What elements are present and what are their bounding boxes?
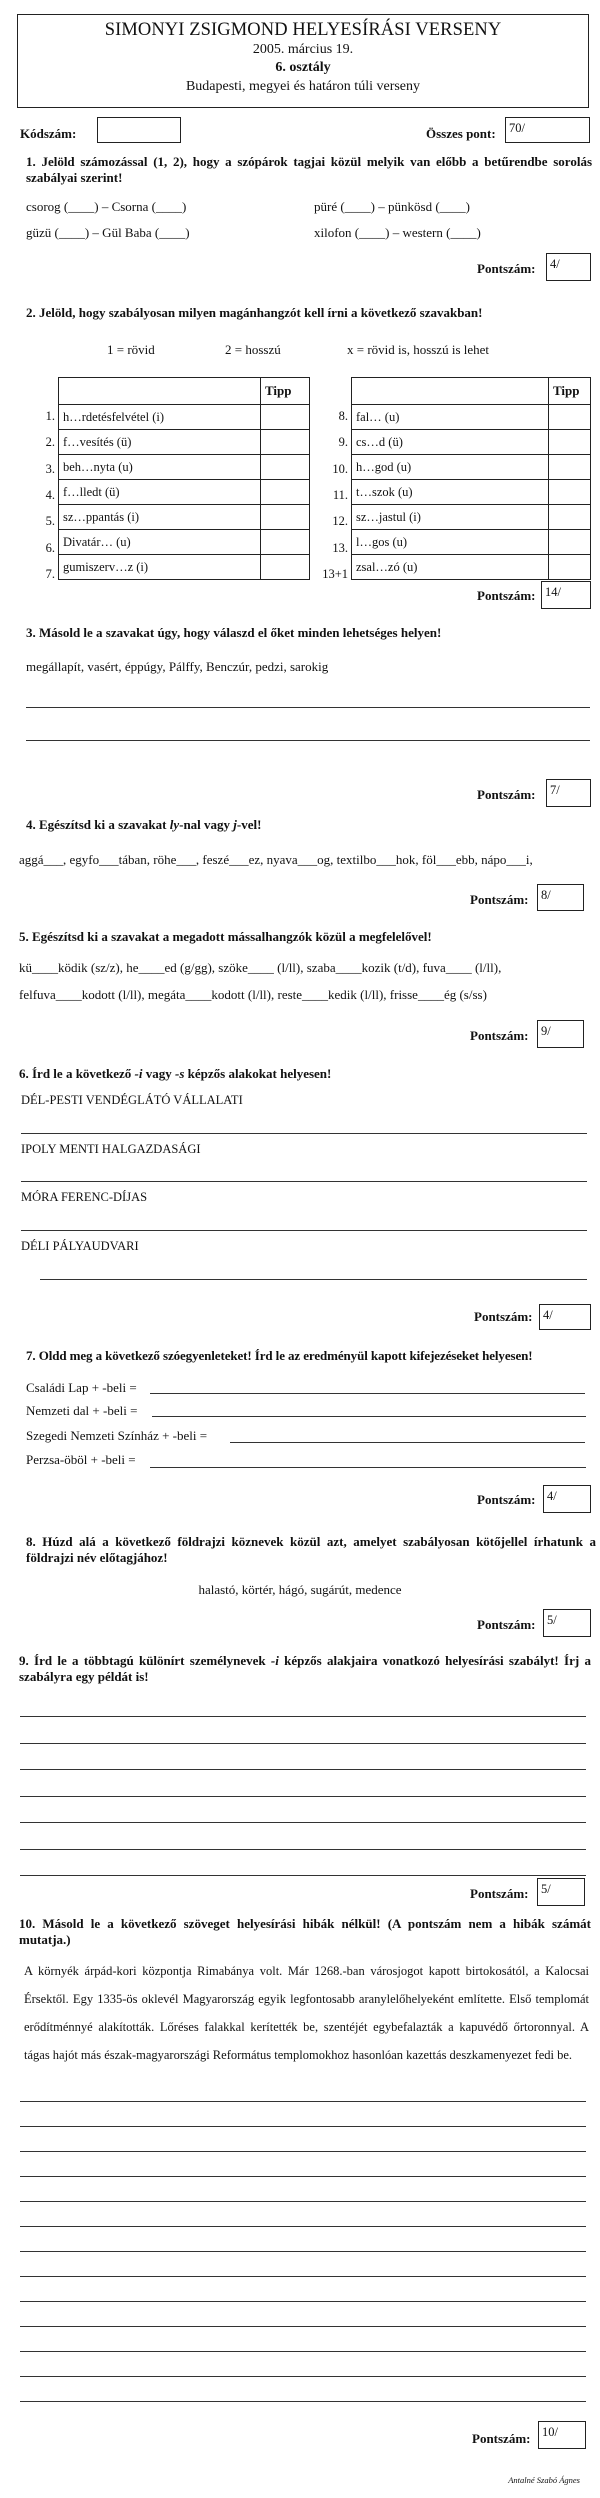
q2-score-label: Pontszám: (477, 588, 536, 603)
q3-answer-line-2[interactable] (26, 740, 590, 741)
q2-left-row (59, 555, 310, 580)
q5-score-field[interactable]: 9/ (537, 1020, 584, 1048)
total-score-field[interactable]: 70/ (505, 117, 590, 143)
q1-pair-4[interactable]: xilofon (____) – western (____) (314, 225, 481, 240)
competition-title: SIMONYI ZSIGMOND HELYESÍRÁSI VERSENY (104, 20, 502, 40)
q9-answer-line[interactable] (20, 1743, 586, 1744)
q2-left-header-tipp: Tipp (261, 378, 310, 405)
q2-right-word: zsal…zó (u) (352, 555, 549, 580)
q10-answer-line[interactable] (20, 2351, 586, 2352)
q2-left-tipp-cell[interactable] (261, 405, 310, 430)
author-signature: Antalné Szabó Ágnes (508, 2475, 580, 2485)
q2-right-word: fal… (u) (352, 405, 549, 430)
q2-right-tipp-cell[interactable] (549, 430, 591, 455)
q2-right-row-number: 10. (332, 461, 348, 476)
q2-legend-either: x = rövid is, hosszú is lehet (347, 342, 490, 357)
competition-subtitle: Budapesti, megyei és határon túli verseny (185, 79, 421, 94)
q2-left-row (59, 480, 310, 505)
q8-score-label: Pontszám: (477, 1617, 536, 1632)
q2-left-tipp-cell[interactable] (261, 555, 310, 580)
q10-answer-line[interactable] (20, 2276, 586, 2277)
q10-score-field[interactable]: 10/ (538, 2421, 586, 2449)
q10-answer-line[interactable] (20, 2176, 586, 2177)
code-field[interactable] (97, 117, 181, 143)
q10-answer-line[interactable] (20, 2101, 586, 2102)
q2-right-tipp-cell[interactable] (549, 480, 591, 505)
q9-text-pre: 9. Írd le a többtagú különírt személynevek (19, 1653, 271, 1668)
q2-left-word: f…lledt (ü) (59, 480, 261, 505)
q2-right-tipp-cell[interactable] (549, 530, 591, 555)
q2-right-row (352, 405, 591, 430)
q7-score-field[interactable]: 4/ (543, 1485, 591, 1513)
q9-score-label: Pontszám: (470, 1886, 529, 1901)
q2-right-tipp-cell[interactable] (549, 455, 591, 480)
q5-score-label: Pontszám: (470, 1028, 529, 1043)
q10-instruction: 10. Másold le a következő szöveget helyesírási hibák nélkül! (A pontszám nem a hibák számát mutatja.) (19, 1916, 591, 1947)
q2-left-word: sz…ppantás (i) (59, 505, 261, 530)
q2-left-row-number: 4. (45, 487, 55, 502)
q2-right-word: l…gos (u) (352, 530, 549, 555)
q2-left-row-number: 7. (45, 566, 55, 581)
q7-item-2: Nemzeti dal + -beli = (26, 1403, 138, 1418)
q2-left-row-number: 6. (45, 540, 55, 555)
q10-answer-line[interactable] (20, 2401, 586, 2402)
q2-right-row-number: 8. (338, 409, 348, 423)
q2-left-tipp-cell[interactable] (261, 505, 310, 530)
q4-text-ly: ly (169, 817, 180, 832)
q8-words[interactable]: halastó, körtér, hágó, sugárút, medence (198, 1582, 402, 1597)
q5-instruction: 5. Egészítsd ki a szavakat a megadott mássalhangzók közül a megfelelővel! (19, 929, 432, 944)
q2-left-row-number: 2. (45, 435, 55, 450)
q4-text-post: -vel! (236, 817, 262, 832)
q2-right-word: cs…d (ü) (352, 430, 549, 455)
q2-table-left (58, 377, 310, 580)
q3-score-label: Pontszám: (477, 787, 536, 802)
q2-legend-long: 2 = hosszú (225, 342, 281, 357)
q2-right-row-number: 13+1 (322, 566, 348, 581)
q6-text-mid: vagy (142, 1066, 175, 1081)
q2-left-row-number: 1. (45, 409, 55, 423)
q7-answer-line-2[interactable] (152, 1416, 586, 1417)
q9-answer-line[interactable] (20, 1849, 586, 1850)
q1-pair-3[interactable]: güzü (____) – Gül Baba (____) (26, 225, 190, 240)
q2-left-row (59, 430, 310, 455)
q9-text-post: képzős alakjaira vonatkozó helyesírási szabályt! Írj a szabályra egy példát is! (19, 1653, 591, 1684)
q10-answer-line[interactable] (20, 2301, 586, 2302)
q9-instruction (19, 1653, 591, 1685)
q2-left-row-number: 5. (45, 514, 55, 529)
q10-answer-line[interactable] (20, 2251, 586, 2252)
q1-pair-2[interactable]: püré (____) – pünkösd (____) (314, 199, 470, 214)
q2-right-word: sz…jastul (i) (352, 505, 549, 530)
q2-left-row (59, 455, 310, 480)
q2-table-right (351, 377, 591, 580)
q6-text-post: képzős alakokat helyesen! (184, 1066, 332, 1081)
q5-words-line-2[interactable]: felfuva____kodott (l/ll), megáta____kodott (l/ll), reste____kedik (l/ll), frisse____ég (s/ss) (19, 987, 487, 1002)
q2-left-word: Divatár… (u) (59, 530, 261, 555)
q3-instruction: 3. Másold le a szavakat úgy, hogy válaszd el őket minden lehetséges helyen! (26, 625, 442, 640)
q4-score-field[interactable]: 8/ (537, 884, 584, 911)
q2-right-header-tipp: Tipp (549, 378, 591, 405)
q2-left-tipp-cell[interactable] (261, 530, 310, 555)
q10-answer-line[interactable] (20, 2226, 586, 2227)
q2-left-row (59, 530, 310, 555)
q7-item-1: Családi Lap + -beli = (26, 1380, 137, 1395)
q6-text-pre: 6. Írd le a következő (19, 1066, 135, 1081)
q2-instruction: 2. Jelöld, hogy szabályosan milyen magánhangzót kell írni a következő szavakban! (26, 305, 483, 320)
q9-answer-line[interactable] (20, 1822, 586, 1823)
total-score-label: Összes pont: (426, 126, 496, 141)
q2-left-word: f…vesítés (ü) (59, 430, 261, 455)
q2-left-tipp-cell[interactable] (261, 480, 310, 505)
q2-right-tipp-cell[interactable] (549, 405, 591, 430)
header-box (17, 14, 589, 108)
q3-answer-line-1[interactable] (26, 707, 590, 708)
q10-answer-line[interactable] (20, 2151, 586, 2152)
q2-right-row (352, 555, 591, 580)
q10-answer-line[interactable] (20, 2126, 586, 2127)
q6-instruction (19, 1066, 585, 1082)
q5-words-line-1[interactable]: kü____ködik (sz/z), he____ed (g/gg), szöke____ (l/ll), szaba____kozik (t/d), fuva____ (l/ll), (19, 960, 502, 975)
q7-instruction: 7. Oldd meg a következő szóegyenleteket! Írd le az eredményül kapott kifejezéseket helyesen! (26, 1348, 533, 1363)
q6-item-1: DÉL-PESTI VENDÉGLÁTÓ VÁLLALATI (21, 1093, 243, 1107)
q7-item-4: Perzsa-öböl + -beli = (26, 1452, 136, 1467)
q9-text-i: -i (270, 1653, 279, 1668)
q4-score-label: Pontszám: (470, 892, 529, 907)
q2-left-tipp-cell[interactable] (261, 430, 310, 455)
grade-label: 6. osztály (275, 60, 331, 75)
q6-text-i: -i (134, 1066, 143, 1081)
q9-answer-line[interactable] (20, 1769, 586, 1770)
q1-pair-1[interactable]: csorog (____) – Csorna (____) (26, 199, 187, 214)
q1-score-field[interactable]: 4/ (546, 253, 591, 281)
q1-instruction: 1. Jelöld számozással (1, 2), hogy a szópárok tagjai közül melyik van előbb a betűrendbe sorolás szabályai szerint! (26, 154, 592, 185)
q7-answer-line-1[interactable] (150, 1393, 585, 1394)
q2-left-word: gumiszerv…z (i) (59, 555, 261, 580)
q7-answer-line-4[interactable] (150, 1467, 586, 1468)
q7-answer-line-3[interactable] (230, 1442, 585, 1443)
q3-score-field[interactable]: 7/ (546, 779, 591, 807)
q10-answer-line[interactable] (20, 2326, 586, 2327)
q2-left-word: h…rdetésfelvétel (i) (59, 405, 261, 430)
code-label: Kódszám: (20, 126, 77, 141)
q10-answer-line[interactable] (20, 2201, 586, 2202)
q9-score-field[interactable]: 5/ (537, 1878, 585, 1906)
q8-instruction: 8. Húzd alá a következő földrajzi köznevek közül azt, amelyet szabályosan kötőjellel írhatunk a földrajzi név előtagjához! (26, 1534, 596, 1565)
q10-score-label: Pontszám: (472, 2431, 531, 2446)
q2-right-tipp-cell[interactable] (549, 555, 591, 580)
q3-words: megállapít, vasért, éppúgy, Pálffy, Benczúr, pedzi, sarokig (26, 659, 329, 674)
q2-legend-short: 1 = rövid (107, 342, 155, 357)
q6-text-s: -s (175, 1066, 185, 1081)
q4-words[interactable]: aggá___, egyfo___tában, röhe___, feszé___ez, nyava___og, textilbo___hok, föl___ebb, nápo___i, (19, 852, 533, 867)
q9-answer-line[interactable] (20, 1796, 586, 1797)
q8-score-field[interactable]: 5/ (543, 1609, 591, 1637)
q2-left-word: beh…nyta (u) (59, 455, 261, 480)
competition-date: 2005. március 19. (252, 42, 354, 57)
q9-answer-line[interactable] (20, 1716, 586, 1717)
q2-left-header-word (59, 378, 261, 405)
q6-answer-line-2[interactable] (21, 1181, 587, 1182)
q6-answer-line-4[interactable] (40, 1279, 587, 1280)
q4-instruction (26, 817, 592, 833)
q7-item-3: Szegedi Nemzeti Színház + -beli = (26, 1428, 208, 1443)
q7-score-label: Pontszám: (477, 1492, 536, 1507)
q2-left-tipp-cell[interactable] (261, 455, 310, 480)
q2-right-row (352, 455, 591, 480)
q2-right-row (352, 480, 591, 505)
q9-answer-line[interactable] (20, 1875, 586, 1876)
q6-answer-line-1[interactable] (21, 1133, 587, 1134)
q6-item-3: MÓRA FERENC-DÍJAS (21, 1190, 148, 1204)
q6-item-2: IPOLY MENTI HALGAZDASÁGI (21, 1142, 201, 1156)
q4-text-mid: -nal vagy (179, 817, 234, 832)
q4-text-j: j (233, 817, 237, 832)
q6-answer-line-3[interactable] (21, 1230, 587, 1231)
q2-right-row-number: 13. (332, 540, 348, 555)
q6-score-field[interactable]: 4/ (539, 1304, 591, 1330)
q2-right-row-number: 12. (332, 514, 348, 529)
q2-right-row (352, 430, 591, 455)
q2-right-row-number: 9. (338, 435, 348, 450)
q2-right-word: t…szok (u) (352, 480, 549, 505)
q2-right-row (352, 505, 591, 530)
q2-right-row (352, 530, 591, 555)
q10-paragraph: A környék árpád-kori központja Rimabánya volt. Már 1268.-ban városjogot kapott birtokosától, a Kalocsai Érsektől. Egy 1335-ös oklevél Magyarország egyik legfontosabb aranylelőhelyeként említette. Első templomát erődítménnyé alakították. Lőréses falakkal kerítették be, szentéjét egybefalazták a kapuvédő őrtoronnyal. A tágas hajót más észak-magyarországi Református templomokhoz hasonlóan kazettás deszkamenyezet fedi be. (24, 1964, 589, 2062)
q6-item-4: DÉLI PÁLYAUDVARI (21, 1239, 139, 1253)
q2-right-row-number: 11. (332, 487, 348, 502)
q2-right-header-word (352, 378, 549, 405)
q1-score-label: Pontszám: (477, 261, 536, 276)
q6-score-label: Pontszám: (474, 1309, 533, 1324)
q2-right-tipp-cell[interactable] (549, 505, 591, 530)
q4-text-pre: 4. Egészítsd ki a szavakat (26, 817, 170, 832)
q2-right-word: h…god (u) (352, 455, 549, 480)
q10-answer-line[interactable] (20, 2376, 586, 2377)
q2-left-row-number: 3. (45, 461, 55, 476)
q2-score-field[interactable]: 14/ (541, 581, 591, 609)
q2-left-row (59, 505, 310, 530)
q2-left-row (59, 405, 310, 430)
